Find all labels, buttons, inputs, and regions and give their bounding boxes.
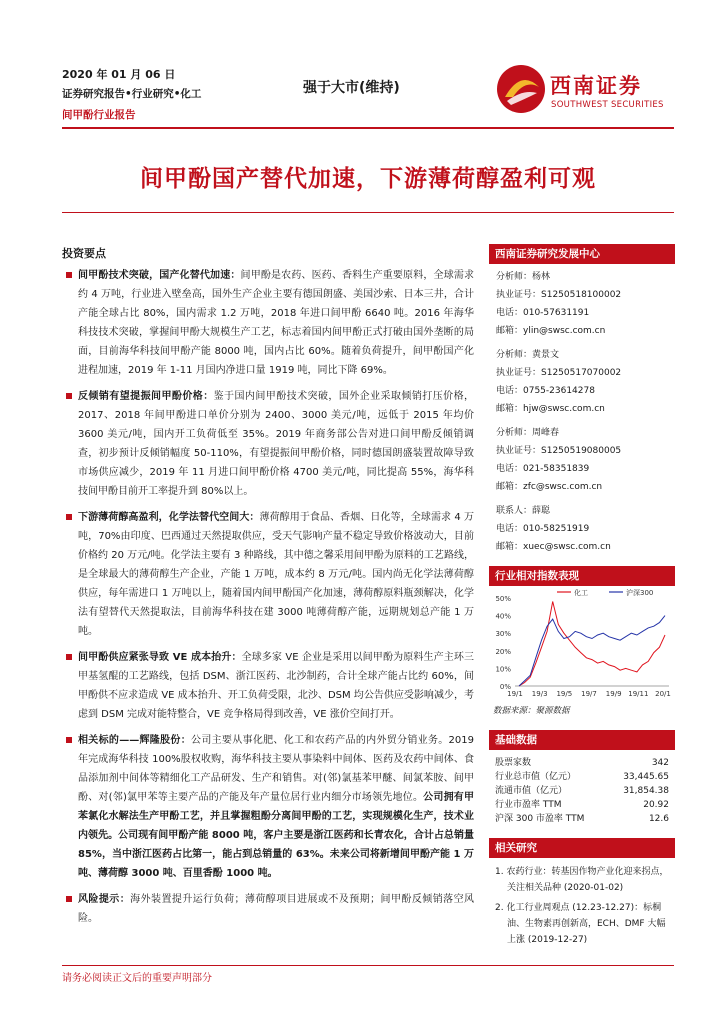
index-chart: [489, 586, 675, 736]
table-row: 行业市盈率 TTM 20.92: [495, 800, 669, 810]
analyst-cert: 执业证号：S1250519080005: [496, 446, 622, 456]
company-logo-icon: [495, 63, 547, 115]
x-tick-label: 19/9: [605, 690, 622, 698]
contact-name: 联系人：薛聪: [496, 506, 551, 516]
logo-text-en: SOUTHWEST SECURITIES: [551, 100, 664, 110]
bullet-item: 相关标的——辉隆股份：公司主要从事化肥、化工和农药产品的内外贸分销业务。2019 年完成海华科技 100%股权收购，海华科技主要从事染料中间体、医药及农药中间体、食品添加剂中间体等精细化工产品研发、生产和销售。对(邻)氯基苯甲醚、间氯苯胺、间甲酚、对(邻)氯甲苯等主要产品的产能及年产量位居行业内细分市场领先地位。公司拥有甲苯氯化水解法生产甲酚工艺，并且掌握粗酚分离间甲酚的工艺，实现规模化生产，技术业内领先。公司现有间甲酚产能 8000 吨，客户主要是浙江医药和长青农化，合计占总销量 85%，当中浙江医药占比第一，能占到总销量的 63%。未来公司将新增间甲酚产能 1 万吨、薄荷醇 3000 吨、百里香酚 1000 吨。: [62, 731, 474, 883]
bullet-item: 间甲酚供应紧张导致 VE 成本抬升：全球多家 VE 企业是采用以间甲酚为原料生产主环三甲基氢醌的工艺路线，包括 DSM、浙江医药、北沙制药，合计全球产能占比约 60%，间甲酚供不应求造成 VE 成本抬升、开工负荷受限，北沙、DSM 均公告供应受影响减少，考虑到 DSM 完成对能特整合，VE 竞争格局得到改善，VE 涨价空间打开。: [62, 648, 474, 724]
analyst-tel: 电话：010-57631191: [496, 308, 590, 318]
legend-label: 沪深300: [626, 589, 654, 597]
y-tick-label: 10%: [495, 665, 511, 674]
series-line: [519, 602, 665, 687]
legend-label: 化工: [574, 589, 588, 597]
x-tick-label: 19/11: [628, 690, 649, 698]
analyst-list: [489, 264, 675, 556]
section-title: 投资要点: [62, 247, 106, 260]
analyst-tel: 电话：0755-23614278: [496, 386, 595, 396]
report-category: 证券研究报告•行业研究•化工: [62, 88, 202, 100]
sidebar: [489, 244, 675, 952]
x-tick-label: 19/5: [556, 690, 573, 698]
table-row: 行业总市值（亿元） 33,445.65: [495, 772, 669, 782]
analyst-email[interactable]: 邮箱：hjw@swsc.com.cn: [496, 404, 605, 414]
investment-points: [62, 266, 474, 935]
related-research-header: 相关研究: [489, 838, 675, 858]
x-tick-label: 19/7: [581, 690, 597, 698]
report-date: 2020 年 01 月 06 日: [62, 68, 176, 81]
table-row: 股票家数 342: [495, 758, 669, 768]
basic-data-table: [489, 756, 675, 826]
x-tick-label: 19/3: [531, 690, 548, 698]
bullet-item: 间甲酚技术突破，国产化替代加速：间甲酚是农药、医药、香料生产重要原料，全球需求约 4 万吨，行业进入壁垒高，国外生产企业主要有德国朗盛、美国沙索、日本三井，合计产能全球占比 80%，国内需求 1.2 万吨，2018 年进口间甲酚 6640 吨。2016 年海华科技技术突破，掌握间甲酚大规模生产工艺，标志着国内间甲酚正式打破由国外垄断的局面，目前海华科技间甲酚产能 8000 吨，国内占比 60%。随着负荷提升，间甲酚国产化进程加速，2019 年 1-11 月国内净进口量 1919 吨，同比下降 69%。: [62, 266, 474, 380]
analyst-name: 分析师：杨林: [496, 272, 551, 282]
y-tick-label: 40%: [495, 612, 511, 621]
analyst-cert: 执业证号：S1250517070002: [496, 368, 622, 378]
chart-header: 行业相对指数表现: [489, 566, 675, 586]
series-line: [519, 616, 665, 686]
logo-text: 西南证券: [550, 73, 642, 98]
basic-data-header: 基础数据: [489, 730, 675, 750]
y-tick-label: 50%: [495, 595, 511, 603]
index-chart-svg: [489, 586, 675, 706]
bullet-item: 下游薄荷醇高盈利，化学法替代空间大：薄荷醇用于食品、香烟、日化等，全球需求 4 万吨，70%由印度、巴西通过天然提取供应，受天气影响产量不稳定导致价格波动大，目前价格约 20 万元/吨。化学法主要有 3 种路线，其中德之馨采用间甲酚为原料的工艺路线，是全球最大的薄荷醇生产企业，产能 1 万吨，成本约 8 万元/吨。国内尚无化学法薄荷醇供应，每年需进口 1 万吨以上，随着国内间甲酚国产化加速，薄荷醇原料瓶颈解决，化学法有望替代天然提取法，目前海华科技在建 3000 吨薄荷醇产能，远期规划总产能 1 万吨。: [62, 508, 474, 641]
analyst-email[interactable]: 邮箱：zfc@swsc.com.cn: [496, 482, 603, 492]
related-research-list: [489, 858, 675, 948]
y-tick-label: 0%: [499, 683, 511, 691]
page-title: 间甲酚国产替代加速，下游薄荷醇盈利可观: [140, 166, 596, 192]
footer-divider: [62, 965, 674, 966]
analyst-name: 分析师：周峰春: [496, 428, 560, 438]
footer-disclaimer: 请务必阅读正文后的重要声明部分: [62, 973, 212, 984]
y-tick-label: 30%: [495, 630, 511, 639]
analyst-cert: 执业证号：S1250518100002: [496, 290, 622, 300]
analyst-header: 西南证券研究发展中心: [489, 244, 675, 264]
list-item[interactable]: 1. 农药行业：转基因作物产业化迎来拐点，关注相关品种 (2020-01-02): [495, 867, 669, 893]
analyst-email[interactable]: 邮箱：ylin@swsc.com.cn: [496, 326, 606, 336]
report-subtitle: 间甲酚行业报告: [62, 109, 136, 121]
y-tick-label: 20%: [495, 647, 511, 656]
contact-tel: 电话：010-58251919: [496, 524, 590, 534]
table-row: 流通市值（亿元） 31,854.38: [495, 786, 669, 796]
analyst-name: 分析师：黄景文: [496, 350, 560, 360]
table-row: 沪深 300 市盈率 TTM 12.6: [495, 814, 669, 824]
x-tick-label: 20/1: [655, 690, 671, 698]
list-item[interactable]: 2. 化工行业周观点 (12.23-12.27)：标桐油、生物素再创新高，ECH、DMF 大幅上涨 (2019-12-27): [495, 903, 666, 945]
header-divider: [62, 127, 674, 129]
title-divider: [62, 212, 674, 213]
bullet-item: 反倾销有望提振间甲酚价格：鉴于国内间甲酚技术突破，国外企业采取倾销打压价格，2017、2018 年间甲酚进口单价分别为 2400、3000 美元/吨，远低于 2015 年均价 3600 美元/吨，国内开工负荷低至 35%。2019 年商务部公告对进口间甲酚反倾销调查，初步预计反倾销幅度 50-110%，有望提振间甲酚价格，同时德国朗盛装置故障导致市场供应减少，2019 年 11 月进口间甲酚价格 4700 美元/吨，同比提高 55%，海华科技间甲酚目前开工率提升到 80%以上。: [62, 387, 474, 501]
x-tick-label: 19/1: [507, 690, 523, 698]
analyst-tel: 电话：021-58351839: [496, 464, 590, 474]
bullet-item: 风险提示：海外装置提升运行负荷；薄荷醇项目进展或不及预期；间甲酚反倾销落空风险。: [62, 890, 474, 928]
contact-email[interactable]: 邮箱：xuec@swsc.com.cn: [496, 542, 611, 552]
chart-source: 数据来源：聚源数据: [493, 706, 570, 716]
rating: 强于大市(维持): [303, 80, 400, 96]
